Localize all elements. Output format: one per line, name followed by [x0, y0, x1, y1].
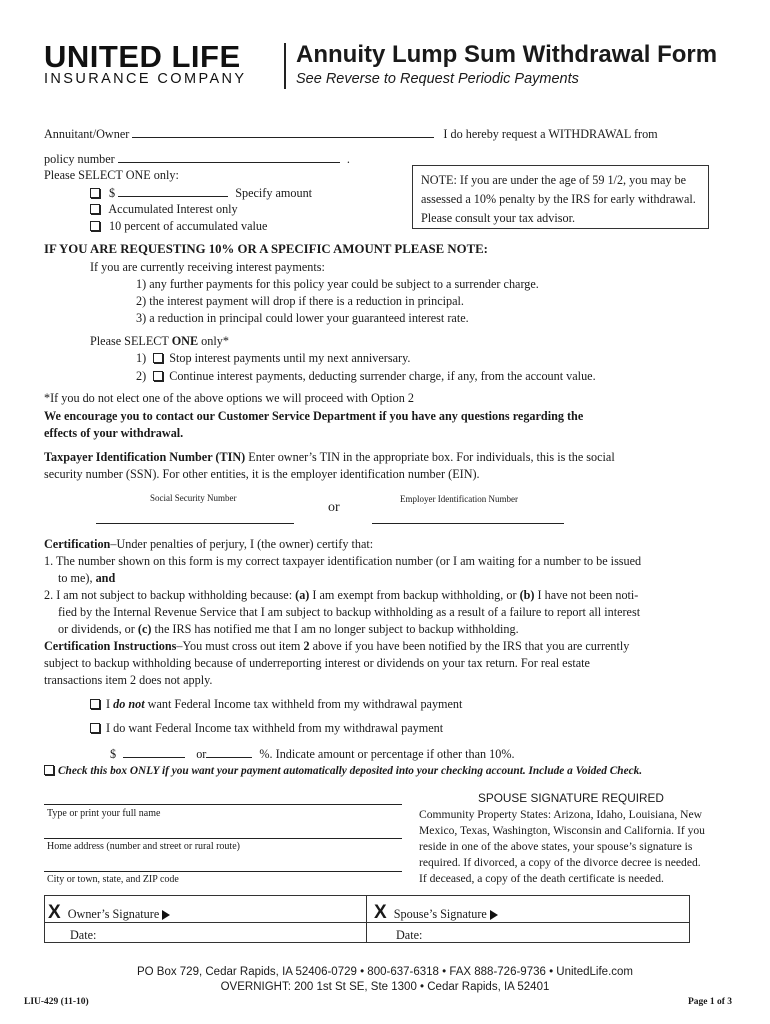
spouse-notice-line-1: Community Property States: Arizona, Idaho, Louisiana, New	[419, 808, 703, 821]
cert-instructions-line-2: subject to backup withholding because of underreporting interest or dividends on your tax return. For real estate	[44, 656, 590, 670]
cert-item-2-line-3	[58, 622, 519, 637]
request-text: I do hereby request a WITHDRAWAL from	[443, 127, 658, 141]
annuitant-owner-field[interactable]	[132, 126, 434, 138]
dollar-sign: $	[109, 186, 116, 200]
policy-number-label: policy number	[44, 152, 115, 166]
header-divider	[284, 43, 286, 89]
spouse-notice-line-5: If deceased, a copy of the death certificate is needed.	[419, 872, 664, 885]
footer-address-line: PO Box 729, Cedar Rapids, IA 52406-0729 • 800-637-6318 • FAX 888-726-9736 • UnitedLife.com	[136, 966, 634, 978]
accumulated-interest-option	[90, 202, 238, 217]
owner-date-field[interactable]: Date:	[70, 928, 97, 942]
tin-paragraph-line-2: security number (SSN). For other entities, it is the employer identification number (EIN).	[44, 467, 480, 481]
signature-box-divider	[366, 895, 367, 943]
receiving-interest-text: If you are currently receiving interest payments:	[90, 260, 325, 274]
cert-item-1-line-2	[58, 571, 115, 586]
do-not-emphasis: do not	[113, 697, 145, 711]
specify-amount-option	[90, 185, 312, 201]
cert-item-2-line-1	[44, 588, 638, 603]
select-one-label: Please SELECT ONE only:	[44, 168, 179, 182]
cert-item-2-text-a: 2. I am not subject to backup withholding because:	[44, 588, 296, 602]
accumulated-interest-label: Accumulated Interest only	[108, 202, 238, 216]
continue-interest-label: Continue interest payments, deducting surrender charge, if any, from the account value.	[169, 369, 596, 383]
withholding-percent-field[interactable]	[206, 746, 252, 758]
select-prefix: Please SELECT	[90, 334, 172, 348]
spouse-notice-line-3: reside in one of the above states, your spouse’s signature is	[419, 840, 693, 853]
ein-label: Employer Identification Number	[400, 494, 518, 504]
ssn-label: Social Security Number	[150, 493, 237, 503]
cert-instructions-heading: Certification Instructions	[44, 639, 177, 653]
spouse-notice-line-2: Mexico, Texas, Washington, Wisconsin and California. If you	[419, 824, 705, 837]
specify-amount-checkbox[interactable]	[90, 188, 100, 198]
tin-or: or	[328, 500, 340, 515]
option-1-number: 1)	[136, 351, 147, 365]
policy-row	[44, 151, 350, 167]
no-withholding-text-a: I	[106, 697, 114, 711]
accumulated-interest-checkbox[interactable]	[90, 204, 100, 214]
company-logo-name: UNITED LIFE	[44, 39, 241, 74]
spouse-signature-label: Spouse’s Signature	[393, 907, 487, 921]
cert-item-2-text-c: I have not been noti-	[534, 588, 639, 602]
stop-interest-label: Stop interest payments until my next anniversary.	[169, 351, 411, 365]
cert-c: (c)	[137, 622, 152, 636]
withholding-dollar: $	[110, 747, 117, 761]
withholding-amount-row	[110, 746, 515, 762]
tin-text-1: Enter owner’s TIN in the appropriate box. For individuals, this is the social	[245, 450, 615, 464]
select-one-only	[90, 334, 229, 349]
tin-paragraph-line-1	[44, 450, 615, 465]
owner-signature-label: Owner’s Signature	[67, 907, 160, 921]
specific-amount-heading: IF YOU ARE REQUESTING 10% OR A SPECIFIC AMOUNT PLEASE NOTE:	[44, 242, 488, 256]
withholding-percent-text: %. Indicate amount or percentage if other than 10%.	[259, 747, 515, 761]
withholding-option	[90, 721, 443, 736]
page-number: Page 1 of 3	[688, 997, 733, 1007]
ten-percent-checkbox[interactable]	[90, 221, 100, 231]
cert-item-2-text-d: or dividends, or	[58, 622, 138, 636]
spouse-signature-field[interactable]	[374, 902, 498, 924]
spouse-signature-heading: SPOUSE SIGNATURE REQUIRED	[478, 791, 664, 805]
no-withholding-checkbox[interactable]	[90, 699, 100, 709]
option-continue-interest	[136, 369, 596, 384]
cert-item-1-line-1: 1. The number shown on this form is my correct taxpayer identification number (or I am waiting for a number to be issued	[44, 554, 642, 568]
home-address-field[interactable]	[44, 838, 402, 839]
cert-instr-two: 2	[303, 639, 310, 653]
city-state-zip-field[interactable]	[44, 871, 402, 872]
ten-percent-option	[90, 219, 267, 234]
full-name-field[interactable]	[44, 804, 402, 805]
home-address-label: Home address (number and street or rural route)	[47, 841, 240, 852]
ein-field[interactable]	[372, 523, 564, 524]
specify-amount-label: Specify amount	[235, 186, 313, 200]
no-withholding-option	[90, 697, 462, 712]
annuitant-label: Annuitant/Owner	[44, 127, 130, 141]
annuitant-row	[44, 126, 658, 142]
age-penalty-note: NOTE: If you are under the age of 59 1/2, you may be assessed a 10% penalty by the IRS for early withdrawal. Please consult your tax advisor.	[412, 165, 709, 229]
cert-instr-text-b: above if you have been notified by the IRS that you are currently	[309, 639, 630, 653]
continue-interest-checkbox[interactable]	[153, 371, 163, 381]
city-state-zip-label: City or town, state, and ZIP code	[47, 874, 179, 885]
stop-interest-checkbox[interactable]	[153, 353, 163, 363]
specify-amount-field[interactable]	[118, 185, 228, 197]
notice-item-3: 3) a reduction in principal could lower your guaranteed interest rate.	[136, 311, 469, 325]
ten-percent-label: 10 percent of accumulated value	[109, 219, 268, 233]
cert-instr-text-a: –You must cross out item	[176, 639, 304, 653]
form-title: Annuity Lump Sum Withdrawal Form	[296, 41, 718, 68]
cert-instructions-line-1	[44, 639, 629, 654]
option-2-number: 2)	[136, 369, 147, 383]
option-stop-interest	[136, 351, 410, 366]
cert-b: (b)	[519, 588, 535, 602]
withholding-checkbox[interactable]	[90, 723, 100, 733]
arrow-right-icon	[162, 910, 170, 920]
spouse-date-field[interactable]: Date:	[396, 928, 423, 942]
withholding-amount-field[interactable]	[123, 746, 185, 758]
cert-item-2-text-e: the IRS has notified me that I am no longer subject to backup withholding.	[151, 622, 519, 636]
policy-number-field[interactable]	[118, 151, 340, 163]
cert-a: (a)	[295, 588, 310, 602]
cert-item-1-text: to me),	[58, 571, 96, 585]
select-suffix: only*	[198, 334, 229, 348]
withholding-label: I do want Federal Income tax withheld from my withdrawal payment	[106, 721, 444, 735]
full-name-label: Type or print your full name	[47, 808, 161, 819]
direct-deposit-option	[44, 765, 642, 777]
direct-deposit-checkbox[interactable]	[44, 765, 54, 775]
certification-heading: Certification	[44, 537, 111, 551]
form-code: LIU-429 (11-10)	[24, 997, 89, 1007]
arrow-right-icon	[490, 910, 498, 920]
tin-heading: Taxpayer Identification Number (TIN)	[44, 450, 246, 464]
cert-item-2-line-2: fied by the Internal Revenue Service that I am subject to backup withholding as a result of a failure to report all interest	[58, 605, 641, 619]
encourage-line-2: effects of your withdrawal.	[44, 426, 184, 440]
policy-period: .	[346, 152, 350, 166]
company-logo-subtitle: INSURANCE COMPANY	[44, 71, 247, 87]
footer-overnight-line: OVERNIGHT: 200 1st St SE, Ste 1300 • Cedar Rapids, IA 52401	[220, 981, 550, 993]
form-subtitle: See Reverse to Request Periodic Payments	[296, 71, 579, 87]
notice-item-2: 2) the interest payment will drop if there is a reduction in principal.	[136, 294, 464, 308]
spouse-x-mark: X	[374, 902, 387, 923]
certification-intro	[44, 537, 373, 552]
no-withholding-text-b: want Federal Income tax withheld from my withdrawal payment	[144, 697, 463, 711]
select-one-emphasis: ONE	[171, 334, 199, 348]
cert-and: and	[95, 571, 116, 585]
owner-signature-field[interactable]	[48, 902, 170, 924]
spouse-notice-line-4: required. If divorced, a copy of the divorce decree is needed.	[419, 856, 701, 869]
cert-instructions-line-3: transactions item 2 does not apply.	[44, 673, 213, 687]
encourage-line-1: We encourage you to contact our Customer Service Department if you have any questions regarding the	[44, 409, 584, 423]
notice-item-1: 1) any further payments for this policy year could be subject to a surrender charge.	[136, 277, 539, 291]
ssn-field[interactable]	[96, 523, 294, 524]
withholding-or: or	[196, 747, 207, 761]
certification-intro-text: –Under penalties of perjury, I (the owner) certify that:	[110, 537, 374, 551]
direct-deposit-label: Check this box ONLY if you want your payment automatically deposited into your checking account. Include a Voided Check.	[58, 765, 643, 777]
owner-x-mark: X	[48, 902, 61, 923]
option-footnote: *If you do not elect one of the above options we will proceed with Option 2	[44, 391, 414, 405]
cert-item-2-text-b: I am exempt from backup withholding, or	[309, 588, 520, 602]
